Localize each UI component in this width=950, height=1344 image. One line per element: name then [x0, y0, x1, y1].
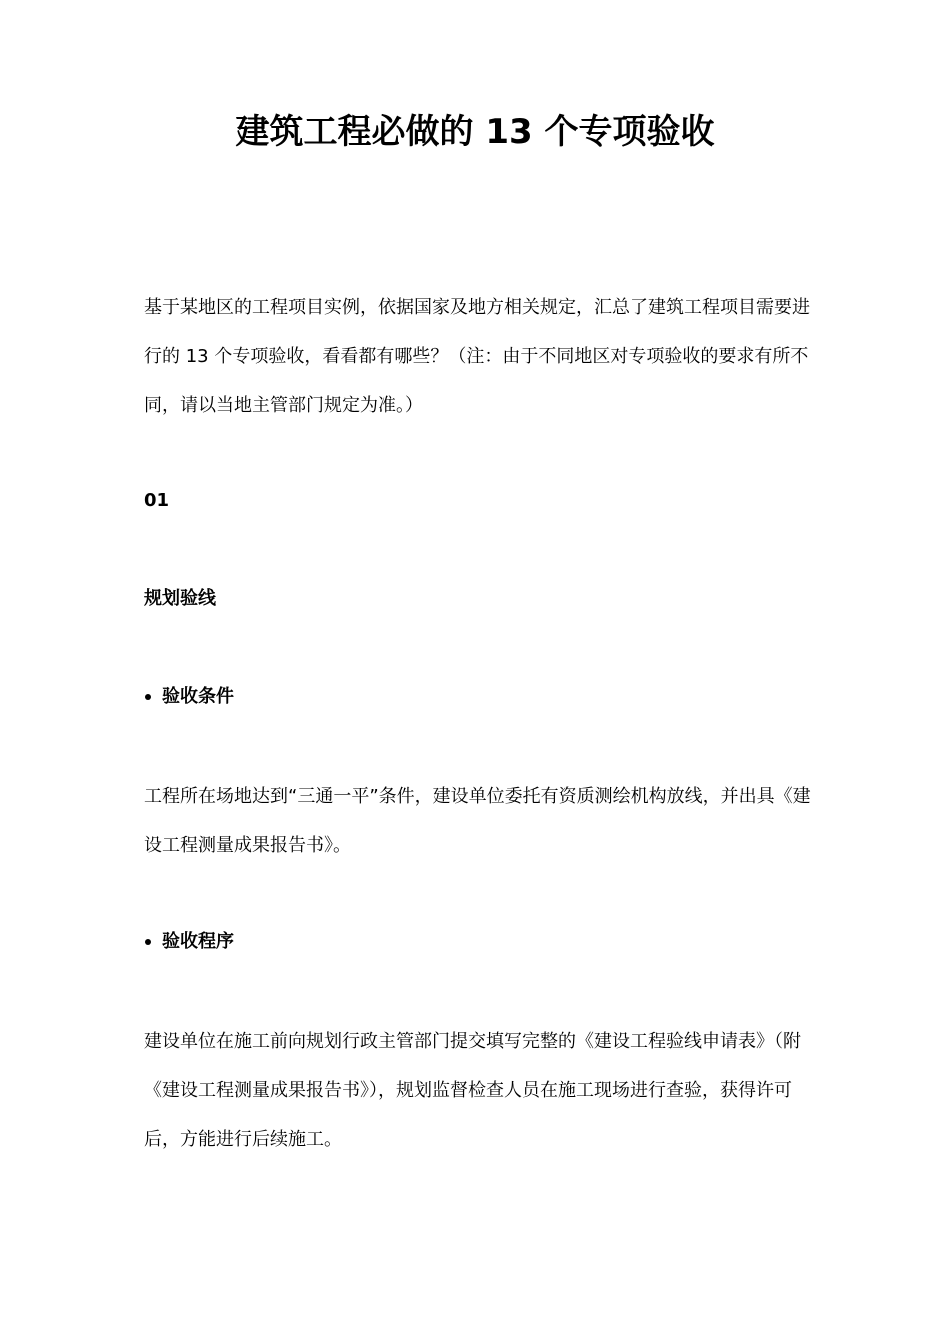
conditions-heading — [144, 684, 234, 710]
conditions-paragraph: 工程所在场地达到“三通一平”条件，建设单位委托有资质测绘机构放线，并出具《建设工程测量成果报告书》。 — [144, 786, 811, 856]
procedure-heading-label: 验收程序 — [162, 931, 234, 952]
section-heading: 规划验线 — [144, 588, 216, 609]
procedure-heading — [144, 929, 234, 955]
page-title: 建筑工程必做的 13 个专项验收 — [235, 112, 715, 152]
section-number: 01 — [144, 490, 170, 511]
procedure-paragraph: 建设单位在施工前向规划行政主管部门提交填写完整的《建设工程验线申请表》（附《建设工程测量成果报告书》），规划监督检查人员在施工现场进行查验，获得许可后，方能进行后续施工。 — [144, 1031, 801, 1150]
intro-paragraph: 基于某地区的工程项目实例，依据国家及地方相关规定，汇总了建筑工程项目需要进行的 13 个专项验收，看看都有哪些？（注：由于不同地区对专项验收的要求有所不同，请以当地主管部门规定为准。） — [144, 297, 810, 416]
conditions-heading-label: 验收条件 — [162, 686, 234, 707]
bullet-icon — [145, 939, 151, 945]
bullet-icon — [145, 694, 151, 700]
